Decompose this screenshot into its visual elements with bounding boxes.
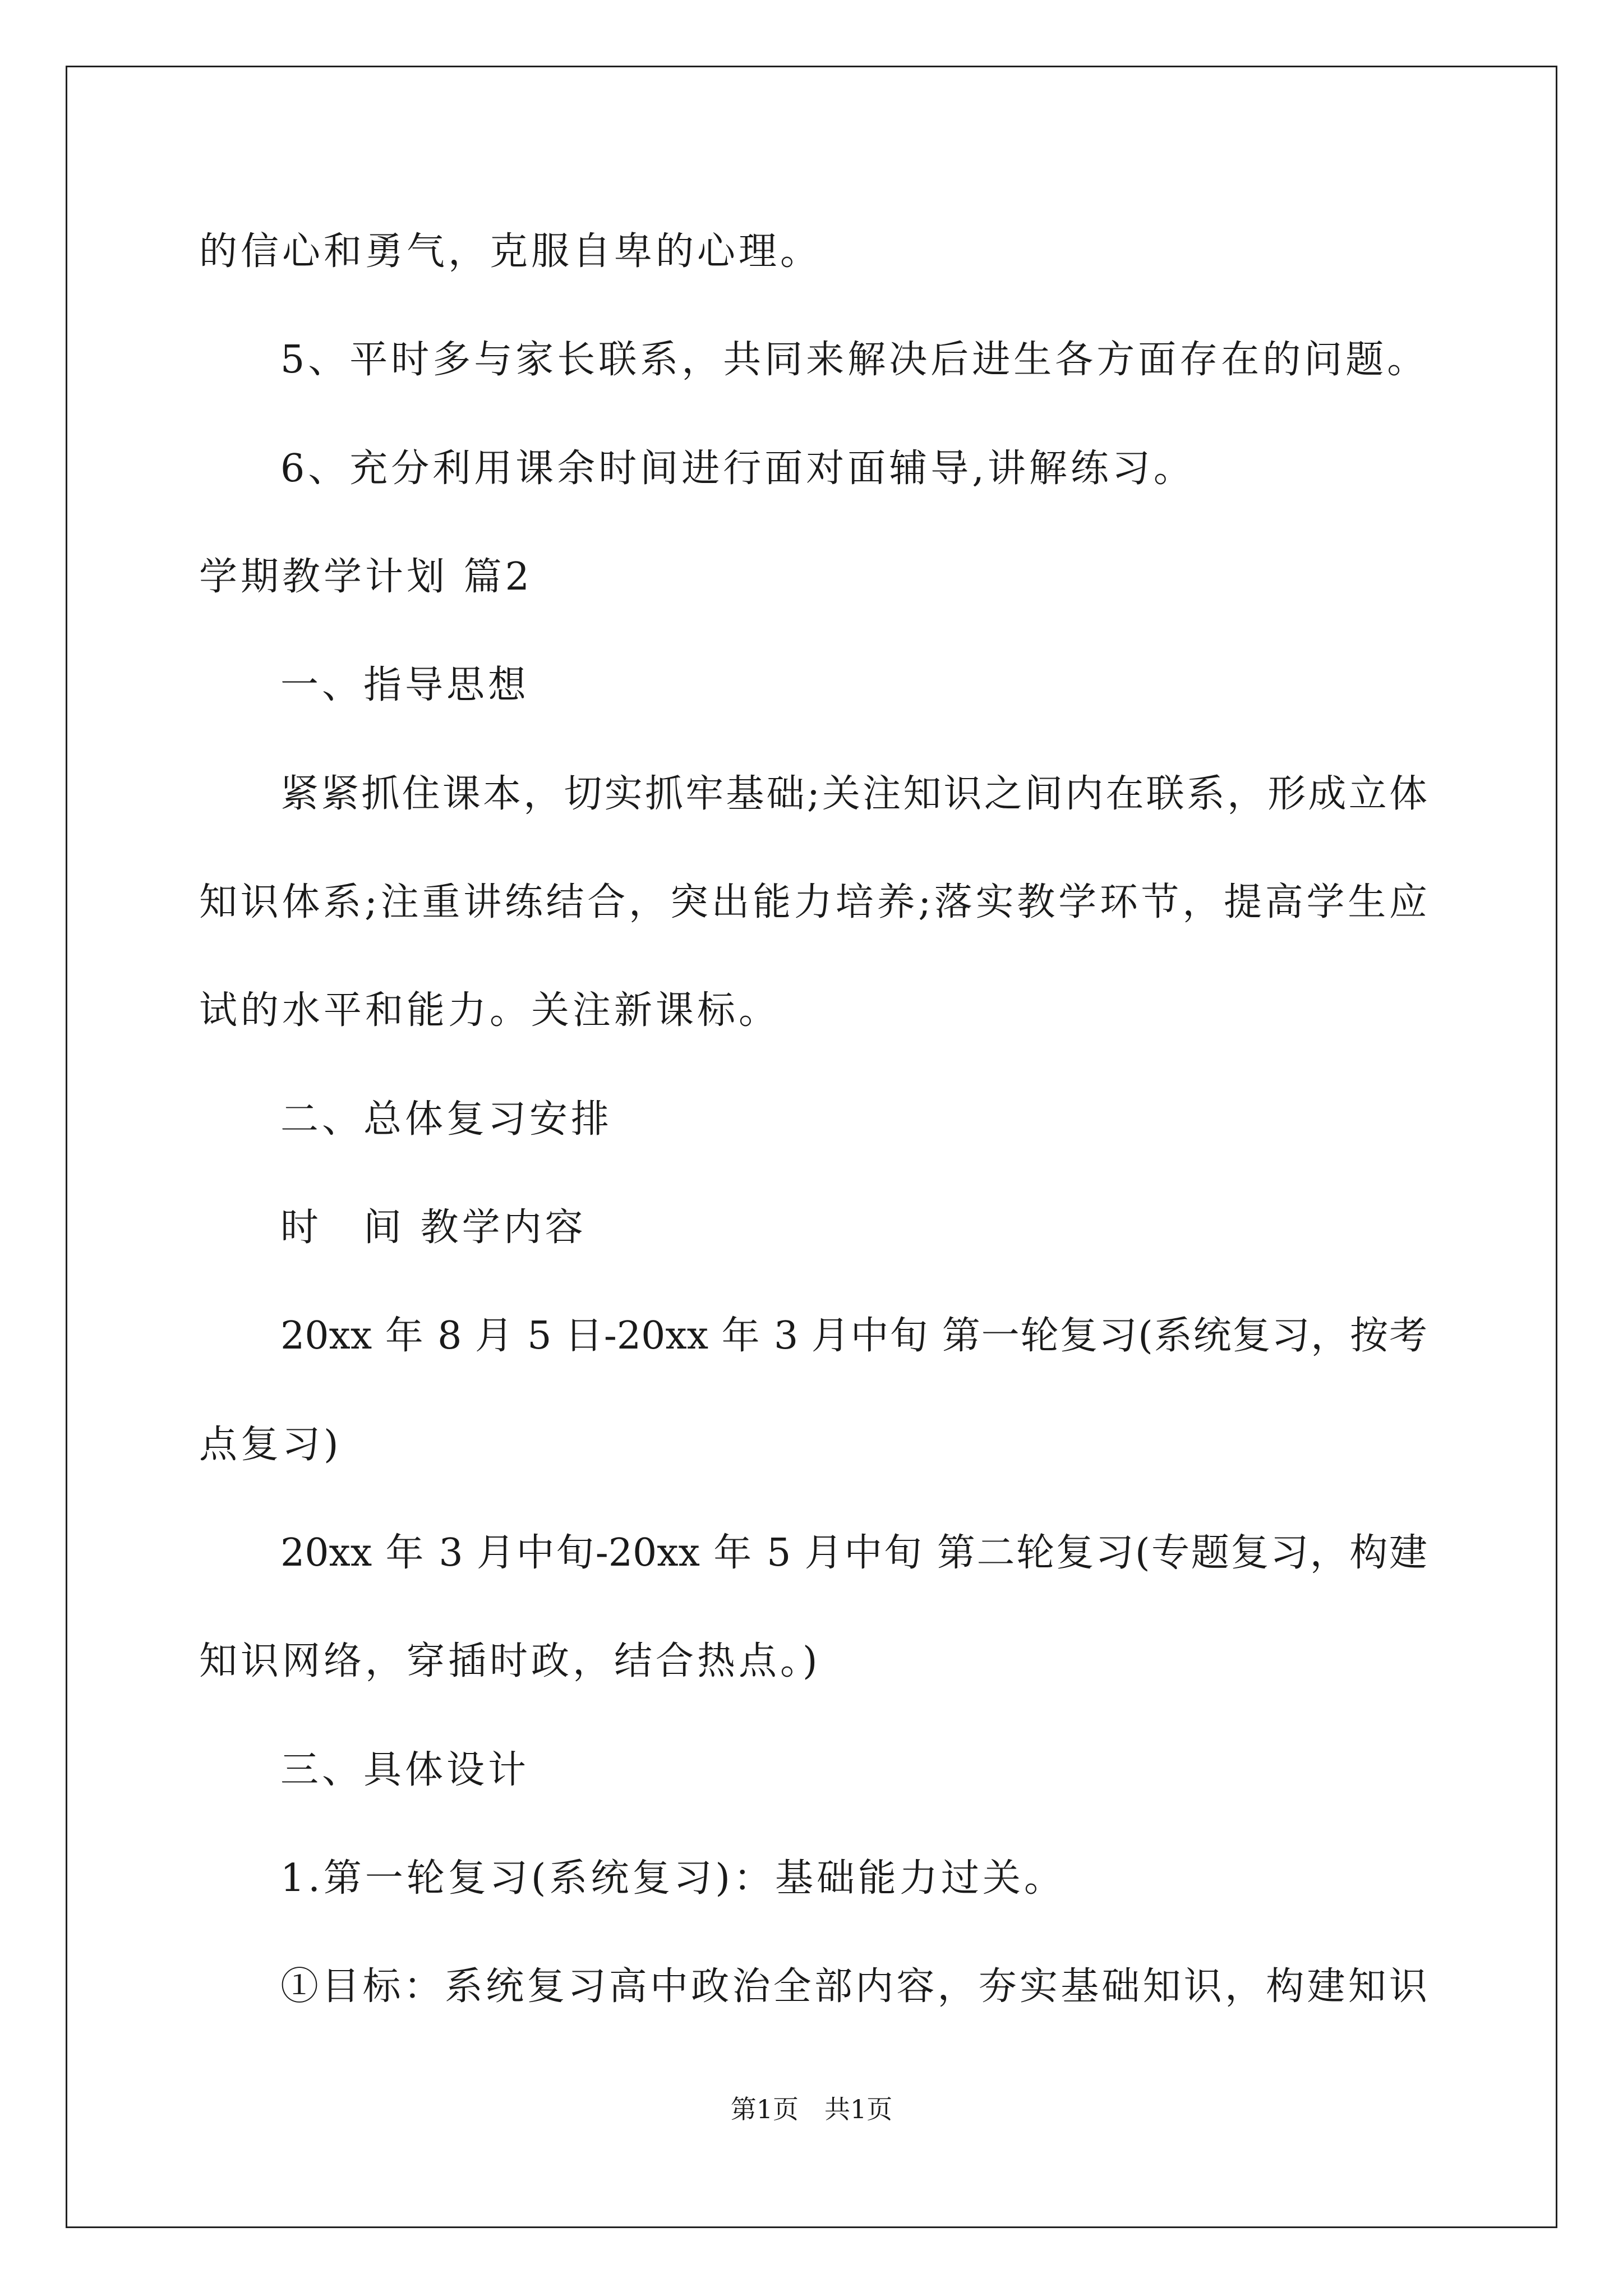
text-line: 6、充分利用课余时间进行面对面辅导,讲解练习。 — [280, 447, 1195, 491]
page-border — [66, 66, 1557, 2228]
text-line: 1.第一轮复习(系统复习)：基础能力过关。 — [280, 1856, 1066, 1901]
text-line: 点复习) — [199, 1423, 342, 1467]
text-line: 知识网络，穿插时政，结合热点。) — [199, 1639, 821, 1683]
text-line: 20xx 年 8 月 5 日-20xx 年 3 月中旬 第一轮复习(系统复习，按考 — [280, 1314, 1427, 1358]
text-line: 试的水平和能力。关注新课标。 — [199, 988, 781, 1033]
section-heading: 三、具体设计 — [280, 1748, 530, 1792]
text-line: 20xx 年 3 月中旬-20xx 年 5 月中旬 第二轮复习(专题复习，构建 — [280, 1531, 1427, 1575]
text-line: ①目标：系统复习高中政治全部内容，夯实基础知识，构建知识 — [280, 1964, 1427, 2009]
text-line: 时 间 教学内容 — [280, 1205, 587, 1250]
text-line: 的信心和勇气，克服自卑的心理。 — [199, 229, 822, 274]
text-line: 紧紧抓住课本，切实抓牢基础;关注知识之间内在联系，形成立体 — [280, 772, 1427, 816]
text-line: 5、平时多与家长联系，共同来解决后进生各方面存在的问题。 — [280, 338, 1429, 382]
section-heading: 二、总体复习安排 — [280, 1097, 613, 1142]
section-heading: 一、指导思想 — [280, 663, 530, 707]
page-footer: 第1页 共1页 — [730, 2094, 893, 2124]
section-title: 学期教学计划 篇2 — [199, 555, 533, 599]
text-line: 知识体系;注重讲练结合，突出能力培养;落实教学环节，提高学生应 — [199, 880, 1427, 924]
